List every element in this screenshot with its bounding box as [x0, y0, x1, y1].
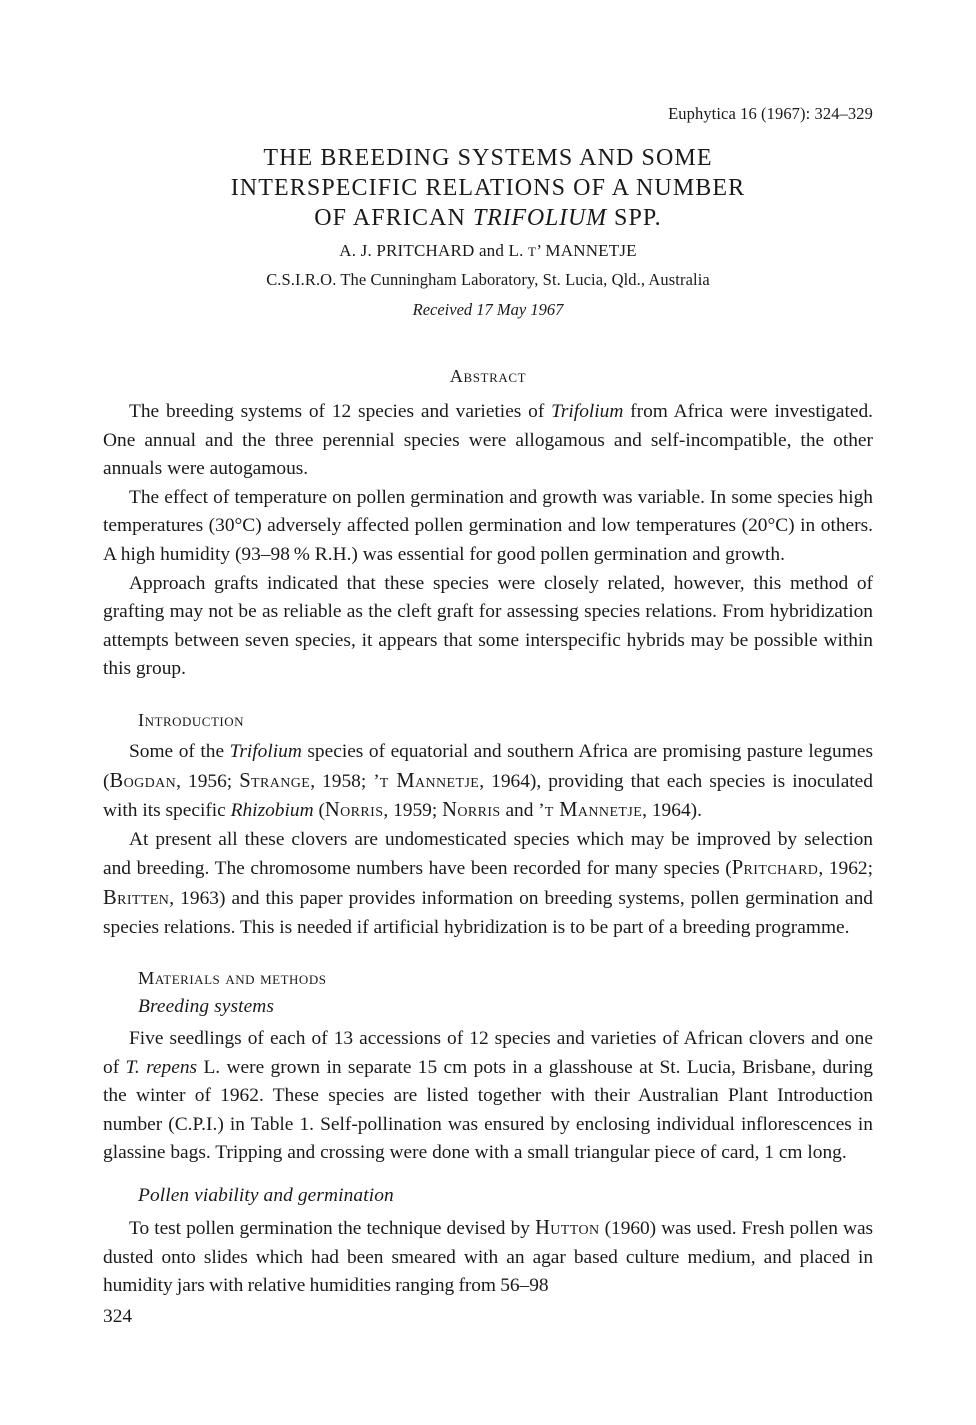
spacer-before-pollen-section — [103, 1168, 873, 1185]
article-title — [103, 143, 873, 233]
materials-paragraph-1 — [103, 1025, 873, 1168]
citation-mannetje-1: t Mannetje — [379, 769, 480, 792]
pollen-p1-part-b: (1960) was used. Fresh pollen was dusted onto slides which had been smeared with an agar based culture medium, and placed in humidity jars with relative humidities ranging from 56–98 — [103, 1218, 874, 1297]
intro-p1-part-e: , 1964), providing that each species is inoculated with its specific — [103, 770, 873, 822]
spacer-after-introduction-heading — [103, 731, 873, 738]
abstract-p1-part-b: from Africa were investigated. One annual and the three perennial species were allogamous and self-incompatible, the other annuals were autogamous. — [103, 401, 873, 480]
title-genus-name: TRIFOLIUM — [473, 205, 607, 231]
intro-p1-part-f: ( — [313, 800, 325, 822]
spacer-after-materials-heading — [103, 989, 873, 996]
abstract-paragraph-3: Approach grafts indicated that these species were closely related, however, this method of grafting may not be as reliable as the cleft graft for assessing species relations. From hybridization attempts between seven species, it appears that some interspecific hybrids may be possible within this group. — [103, 572, 873, 680]
citation-norris-1: Norris — [324, 799, 384, 822]
intro-p1-part-d: , 1958; ’ — [310, 770, 380, 792]
subsection-heading-pollen-viability: Pollen viability and germination — [138, 1185, 394, 1207]
intro-p2-part-b: , 1962; — [818, 858, 873, 880]
title-line-3-post: SPP. — [606, 205, 662, 231]
citation-strange: Strange — [239, 769, 311, 792]
materials-p1-species-name: T. repens — [125, 1056, 198, 1078]
spacer-after-breeding-systems-heading — [103, 1018, 873, 1025]
intro-p1-part-h: and ’ — [500, 800, 545, 822]
author-line — [103, 240, 873, 261]
introduction-paragraph-2 — [103, 826, 873, 942]
abstract-paragraph-2: The effect of temperature on pollen germination and growth was variable. In some species high temperatures (30°C) adversely affected pollen germination and low temperatures (20°C) in others. A high humidity (93–98 % R.H.) was essential for good pollen germination and growth. — [103, 486, 873, 565]
intro-p1-part-a: Some of the — [129, 740, 230, 762]
abstract-heading: Abstract — [449, 366, 527, 386]
pollen-p1-part-a: To test pollen germination the technique devised by — [129, 1218, 536, 1240]
intro-p2-part-a: At present all these clovers are undomesticated species which may be improved by selection and breeding. The chromosome numbers have been recorded for many species ( — [103, 828, 873, 880]
section-heading-introduction: Introduction — [138, 709, 245, 730]
intro-p1-part-i: , 1964). — [642, 800, 702, 822]
abstract-paragraph-1 — [103, 398, 873, 484]
subsection-heading-breeding-systems: Breeding systems — [138, 996, 275, 1018]
author-smallcap-particle: t — [528, 240, 537, 260]
citation-mannetje-2: t Mannetje — [544, 799, 643, 822]
citation-bogdan: Bogdan — [109, 769, 177, 792]
body-column — [103, 366, 873, 1301]
introduction-paragraph-1 — [103, 738, 873, 826]
abstract-p1-part-a: The breeding systems of 12 species and varieties of — [129, 401, 552, 422]
page-number: 324 — [103, 1306, 133, 1327]
author-names-pre: A. J. PRITCHARD and L. — [339, 241, 529, 260]
spacer-after-pollen-heading — [103, 1207, 873, 1214]
journal-running-head: Euphytica 16 (1967): 324–329 — [668, 104, 873, 123]
title-line-1: THE BREEDING SYSTEMS AND SOME — [263, 145, 713, 171]
title-line-3 — [103, 203, 873, 233]
citation-pritchard: Pritchard — [731, 857, 819, 880]
citation-britten: Britten — [103, 886, 170, 909]
intro-p2-part-c: , 1963) and this paper provides information on breeding systems, pollen germination and species relations. This is needed if artificial hybridization is to be part of a breeding programme. — [103, 887, 873, 938]
title-line-2: INTERSPECIFIC RELATIONS OF A NUMBER — [230, 175, 746, 201]
pollen-paragraph-1 — [103, 1214, 873, 1301]
received-date: Received 17 May 1967 — [412, 300, 564, 319]
abstract-p1-genus: Trifolium — [551, 401, 624, 422]
intro-p1-genus-rhizobium: Rhizobium — [230, 800, 314, 822]
materials-p1-part-b: L. were grown in separate 15 cm pots in a glasshouse at St. Lucia, Brisbane, during the winter of 1962. These species are listed together with their Australian Plant Introduction number (C.P.I.) in Table 1. Self-pollination was ensured by enclosing individual inflorescences in glassine bags. Tripping and crossing were done with a small triangular piece of card, 1 cm long. — [103, 1056, 873, 1164]
intro-p1-part-g: , 1959; — [383, 800, 443, 822]
materials-p1-part-a: Five seedlings of each of 13 accessions of 12 species and varieties of African clovers and one of — [103, 1028, 873, 1078]
author-names-post: ’ MANNETJE — [536, 241, 637, 260]
spacer-before-materials — [103, 942, 873, 968]
spacer-before-introduction — [103, 684, 873, 710]
affiliation-line: C.S.I.R.O. The Cunningham Laboratory, St. Lucia, Qld., Australia — [266, 270, 710, 289]
citation-norris-2: Norris — [442, 799, 501, 822]
intro-p1-part-c: , 1956; — [176, 770, 240, 792]
intro-p1-genus-trifolium: Trifolium — [229, 740, 302, 762]
citation-hutton: Hutton — [535, 1217, 600, 1240]
intro-p1-part-b: species of equatorial and southern Africa are promising pasture legumes ( — [103, 740, 873, 792]
title-line-3-pre: OF AFRICAN — [314, 205, 474, 231]
section-heading-materials-and-methods: Materials and methods — [138, 968, 327, 989]
